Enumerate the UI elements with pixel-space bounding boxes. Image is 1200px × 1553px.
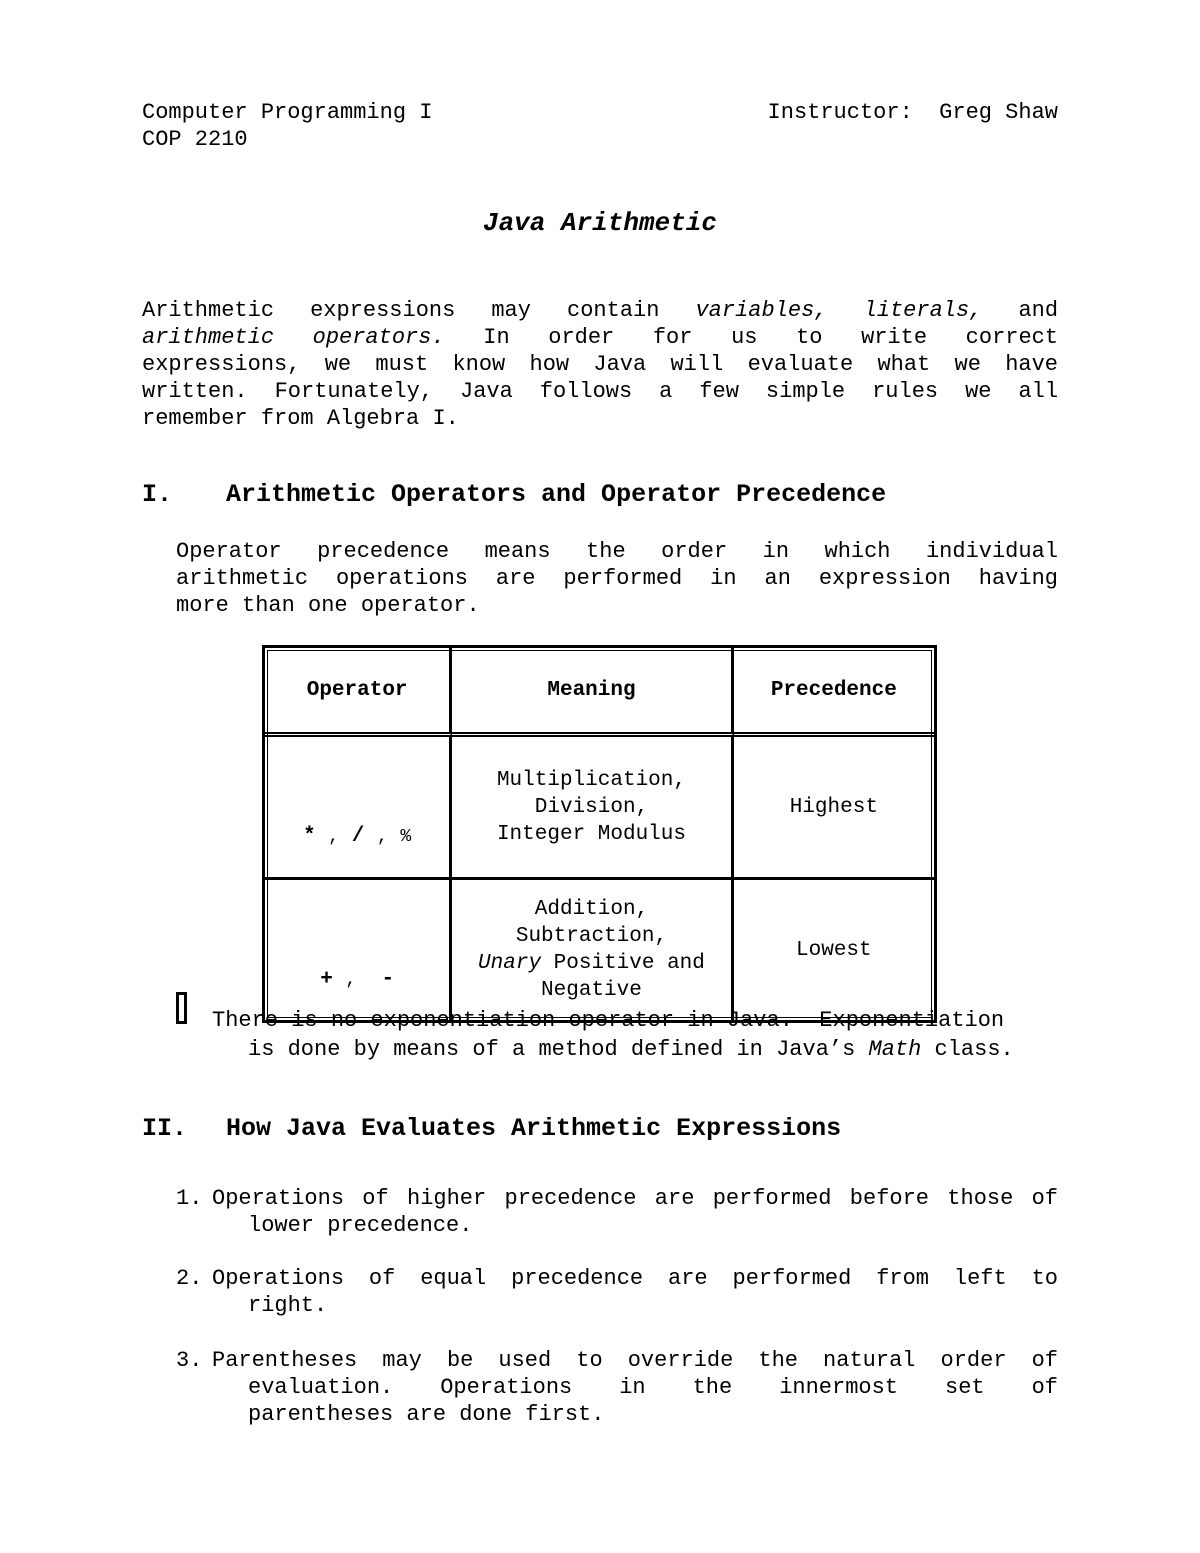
intro-word: and (1018, 298, 1059, 323)
list-item-2-line-1: Operations of equal precedence are performed from left to (212, 1266, 1058, 1291)
intro-word: expressions (310, 298, 456, 323)
section-2-title: How Java Evaluates Arithmetic Expressions (226, 1114, 842, 1143)
intro-word: expressions, (142, 352, 301, 377)
intro-word: Java (460, 379, 513, 404)
section-2-number: II. (142, 1114, 188, 1143)
section-2-heading (142, 1114, 841, 1144)
operator-cell-mult (265, 737, 452, 880)
note-fragment: class. (921, 1037, 1014, 1062)
intro-word: we (965, 379, 992, 404)
meaning-line: Negative (541, 979, 642, 1002)
list-item-2-line-2: right. (248, 1293, 328, 1318)
intro-word: follows (539, 379, 633, 404)
operator-divide: / (351, 825, 365, 848)
intro-term-variables: variables, (695, 298, 828, 323)
section-1-para-line-2: arithmetic operations are performed in an expression having (176, 566, 1058, 591)
intro-word: how (529, 352, 570, 377)
precedence-cell-highest: Highest (734, 737, 934, 880)
list-item-2-number: 2. (176, 1266, 203, 1291)
meaning-line: Subtraction, (515, 925, 668, 948)
intro-word: may (491, 298, 531, 323)
intro-word: few (699, 379, 739, 404)
section-1-para-line-1: Operator precedence means the order in which individual (176, 539, 1058, 564)
intro-word: for (652, 325, 693, 350)
list-item-1-number: 1. (176, 1186, 203, 1211)
meaning-line: Division, (534, 795, 649, 819)
section-1-title: Arithmetic Operators and Operator Precedence (226, 480, 887, 509)
intro-word: to (796, 325, 823, 350)
intro-word: rules (872, 379, 939, 404)
note-fragment: is done by means of a method defined in Java’s (248, 1037, 869, 1062)
intro-word: evaluate (747, 352, 854, 377)
meaning-line: Multiplication, (496, 768, 686, 792)
intro-word: have (1005, 352, 1059, 377)
intro-line-2 (142, 324, 1058, 351)
meaning-cell-add (452, 880, 733, 1020)
operator-minus: - (381, 968, 395, 991)
list-item-3-line-1: Parentheses may be used to override the natural order of (212, 1348, 1058, 1373)
meaning-cell-mult (452, 737, 733, 880)
intro-word: us (731, 325, 758, 350)
meaning-line: Addition, (534, 898, 649, 921)
intro-word: simple (765, 379, 846, 404)
operator-plus: + (320, 968, 333, 991)
course-name: Computer Programming I (142, 100, 433, 125)
section-1-heading (142, 480, 886, 510)
operator-separator: , (345, 970, 357, 990)
intro-word: will (670, 352, 724, 377)
intro-line-3 (142, 351, 1058, 378)
table-header-row (265, 648, 934, 737)
meaning-fragment: Positive and (541, 952, 705, 975)
intro-word: correct (965, 325, 1059, 350)
intro-line-4 (142, 378, 1058, 405)
table-row (265, 880, 934, 1020)
operator-multiply: * (303, 825, 316, 848)
intro-term-arithmetic: arithmetic (142, 325, 275, 350)
intro-word: what (877, 352, 931, 377)
meaning-line: Integer Modulus (496, 822, 686, 846)
intro-word: know (452, 352, 506, 377)
intro-word: we (324, 352, 352, 377)
list-item-3-number: 3. (176, 1348, 203, 1373)
section-1-para-line-3: more than one operator. (176, 593, 480, 618)
meaning-line (452, 950, 730, 977)
operator-separator: , (376, 827, 388, 847)
intro-word: Java (593, 352, 647, 377)
intro-word: write (861, 325, 928, 350)
header-precedence: Precedence (734, 648, 934, 737)
intro-word: must (375, 352, 429, 377)
intro-term-operators: operators. (312, 325, 445, 350)
intro-word: a (659, 379, 673, 404)
operator-precedence-table (262, 645, 937, 1023)
intro-word: order (548, 325, 615, 350)
operator-modulus: % (400, 827, 412, 847)
meaning-term-unary: Unary (478, 952, 542, 975)
intro-word: In (483, 325, 510, 350)
header-operator: Operator (265, 648, 452, 737)
course-code: COP 2210 (142, 127, 248, 152)
list-item-3-line-2: evaluation. Operations in the innermost set of (248, 1375, 1058, 1400)
page-title: Java Arithmetic (482, 208, 718, 238)
note-line-1: There is no exponentiation operator in Java. Exponentiation (212, 1008, 1005, 1033)
intro-term-literals: literals, (863, 298, 983, 323)
header-meaning: Meaning (452, 648, 733, 737)
operator-cell-add (265, 880, 452, 1020)
list-item-3-line-3: parentheses are done first. (248, 1402, 605, 1427)
table-row (265, 737, 934, 880)
intro-word: Arithmetic (142, 298, 275, 323)
intro-line-5: remember from Algebra I. (142, 406, 459, 431)
instructor-name: Instructor: Greg Shaw (767, 100, 1058, 125)
intro-line-1 (142, 297, 1058, 324)
intro-word: contain (567, 298, 660, 323)
operator-separator: , (328, 827, 340, 847)
intro-word: we (954, 352, 981, 377)
intro-word: all (1018, 379, 1059, 404)
intro-word: written. (142, 379, 248, 404)
precedence-cell-lowest: Lowest (796, 938, 872, 962)
list-item-1-line-2: lower precedence. (248, 1213, 473, 1238)
note-line-2 (248, 1036, 1014, 1063)
list-item-1-line-1: Operations of higher precedence are performed before those of (212, 1186, 1058, 1211)
intro-word: Fortunately, (274, 379, 434, 404)
note-bullet-icon (176, 992, 187, 1024)
section-1-number: I. (142, 480, 173, 509)
note-term-math: Math (868, 1037, 922, 1062)
